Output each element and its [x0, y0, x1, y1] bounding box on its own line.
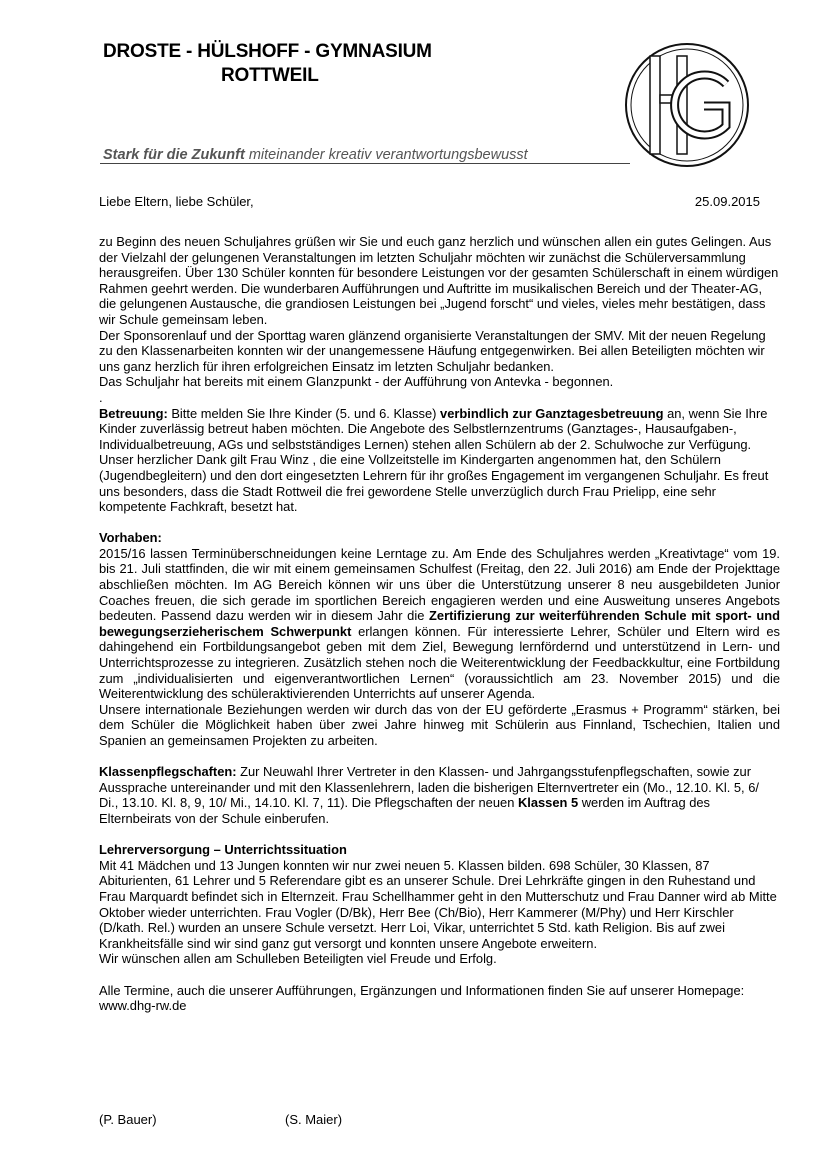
intro-paragraph-1: zu Beginn des neuen Schuljahres grüßen wir Sie und euch ganz herzlich und wünschen allen ein gutes Gelingen. Aus der Vielzahl der gelungenen Veranstaltungen im letzten Schuljahr möchten wir zunächst die Schülerversammlung herausgreifen. Über 130 Schüler konnten für besondere Leistungen vor der gesamten Schülerschaft in einem würdigen Rahmen geehrt werden. Die wunderbaren Aufführungen und Auftritte im musikalischen Bereich und der Theater-AG, die gelungenen Austausche, die grandiosen Leistungen bei „Jugend forscht“ und vieles, vieles mehr bestätigen, dass wir Schule gemeinsam leben.: [99, 234, 779, 327]
klassen-paragraph: [99, 764, 780, 826]
letter-body: [99, 234, 780, 1014]
vorhaben-emphasis: Zertifizierung zur weiterführenden Schule mit sport- und bewegungserzieherischem Schwerpunkt: [99, 608, 780, 639]
termine-paragraph: Alle Termine, auch die unserer Aufführungen, Ergänzungen und Informationen finden Sie auf unserer Homepage: www.dhg-rw.de: [99, 982, 745, 1014]
vorhaben-text-1: 2015/16 lassen Terminüberschneidungen keine Lerntage zu. Am Ende des Schuljahres werden „Kreativtage“ vom 19. bis 21. Juli stattfinden, die wir mit einem gemeinsamen Schulfest (Freitag, den 22. Juli 2016) am Ende der Projekttage abschließen möchten. Im AG Bereich können wir uns über die Unterstützung unserer 8 neu ausgebildeten Junior Coaches freuen, die sich gerade im sportlichen Bereich engagieren werden und eine Ausweitung unseres Angebots bedeuten. Passend dazu werden wir in diesem Jahr die: [99, 545, 780, 624]
slogan-strong: Stark für die Zukunft: [103, 147, 245, 163]
lehrer-heading: Lehrerversorgung – Unterrichtssituation: [99, 842, 347, 858]
vorhaben-text-2: erlangen können. Für interessierte Lehrer, Schüler und Eltern wird es dahingehend ein Fortbildungsangebot geben mit dem Ziel, Bewegung lernfördernd und unterstützend in Lern- und Unterrichtsprozesse zu integrieren. Zusätzlich stehen noch die Weiterentwicklung der Feedbackkultur, eine Fortbildung zum „individualisierten und eigenverantwortlichen Lernen“ (voraussichtlich am 23. November 2015) und die Weiterentwicklung des schüleraktivierenden Unterrichts auf unserer Agenda.: [99, 623, 780, 702]
betreuung-text-2: an, wenn Sie Ihre Kinder zuverlässig betreut haben möchten. Die Angebote des Selbstlernzentrums (Ganztages-, Hausaufgaben-, Individualbetreuung, AGs und selbstständiges Lernen) stehen allen Schülern ab der 2. Schulwoche zur Verfügung. Unser herzlicher Dank gilt Frau Winz , die eine Vollzeitstelle im Kindergarten angenommen hat, den Schülern (Jugendbegleitern) und den dort eingesetzten Lehrern für ihr großes Engagement im vergangenen Schuljahr. Es freut uns besonders, dass die Stadt Rottweil die frei gewordene Stelle unverzüglich durch Frau Prielipp, eine sehr kompetente Fachkraft, besetzt hat.: [99, 405, 769, 515]
klassen-heading: Klassenpflegschaften:: [99, 764, 237, 780]
intro-paragraph-3: Das Schuljahr hat bereits mit einem Glanzpunkt - der Aufführung von Antevka - begonnen.: [99, 374, 614, 390]
signature-right: (S. Maier): [285, 1112, 343, 1127]
closing-wish: Wir wünschen allen am Schulleben Beteiligten viel Freude und Erfolg.: [99, 951, 497, 967]
klassen-emphasis: Klassen 5: [517, 795, 579, 811]
klassen-text-1: Zur Neuwahl Ihrer Vertreter in den Klassen- und Jahrgangsstufenpflegschaften, sowie zur Aussprache untereinander und mit den Klassenlehrern, laden die bisherigen Elternvertreter ein (Mo., 12.10. Kl. 5, 6/ Di., 13.10. Kl. 8, 9, 10/ Mi., 14.10. Kl. 7, 11). Die Pflegschaften der neuen: [99, 764, 759, 811]
lehrer-paragraph: Mit 41 Mädchen und 13 Jungen konnten wir nur zwei neuen 5. Klassen bilden. 698 Schüler, 30 Klassen, 87 Abiturienten, 61 Lehrer und 5 Referendare gibt es an unserer Schule. Drei Lehrkräfte gingen in den Ruhestand und Frau Marquardt befindet sich in Elternzeit. Frau Schellhammer geht in den Mutterschutz und Frau Danner wird ab Mitte Oktober wieder unterrichten. Frau Vogler (D/Bk), Herr Bee (Ch/Bio), Herr Kammerer (M/Phy) und Herr Kirschler (D/kath. Rel.) wurden an unsere Schule versetzt. Herr Loi, Vikar, unterrichtet 5 Std. kath Religion. Bis auf zwei Krankheitsfälle sind wir sind ganz gut versorgt und konnten unsere Angebote erweitern.: [99, 857, 777, 951]
slogan-rest: miteinander kreativ verantwortungsbewusst: [244, 147, 528, 163]
intro-paragraph-2: Der Sponsorenlauf und der Sporttag waren glänzend organisierte Veranstaltungen der SMV. Mit der neuen Regelung zu den Klassenarbeiten konnten wir der unangemessene Häufung entgegenwirken. Bei allen Beteiligten möchten wir uns ganz herzlich für ihren erfolgreichen Einsatz im letzten Schuljahr bedanken.: [99, 327, 766, 374]
vorhaben-heading: Vorhaben:: [99, 530, 162, 546]
school-name-line1: DROSTE - HÜLSHOFF - GYMNASIUM: [103, 41, 432, 62]
letter-date: 25.09.2015: [694, 194, 760, 209]
school-logo: [622, 40, 752, 170]
vorhaben-paragraph-2: Unsere internationale Beziehungen werden wir durch das von der EU geförderte „Erasmus + Programm“ stärken, bei dem Schüler die Möglichkeit haben über zwei Jahre hinweg mit Schülerin aus Finnland, Tschechien, Italien und Spanien an gemeinsamen Projekten zu arbeiten.: [99, 701, 780, 748]
school-slogan: [103, 146, 603, 164]
betreuung-emphasis: verbindlich zur Ganztagesbetreuung: [440, 405, 664, 421]
betreuung-paragraph: [99, 406, 780, 515]
header-divider: [100, 163, 630, 164]
vorhaben-paragraph: [99, 546, 780, 702]
school-name-line2: ROTTWEIL: [221, 65, 319, 86]
betreuung-text-1: Bitte melden Sie Ihre Kinder (5. und 6. Klasse): [167, 405, 441, 421]
signature-left: (P. Bauer): [99, 1112, 157, 1127]
intro-dot: .: [99, 389, 103, 405]
school-name: [103, 40, 543, 88]
betreuung-heading: Betreuung:: [99, 405, 168, 421]
klassen-text-2: werden im Auftrag des Elternbeirats von der Schule einberufen.: [99, 795, 710, 826]
greeting: Liebe Eltern, liebe Schüler,: [99, 194, 254, 209]
